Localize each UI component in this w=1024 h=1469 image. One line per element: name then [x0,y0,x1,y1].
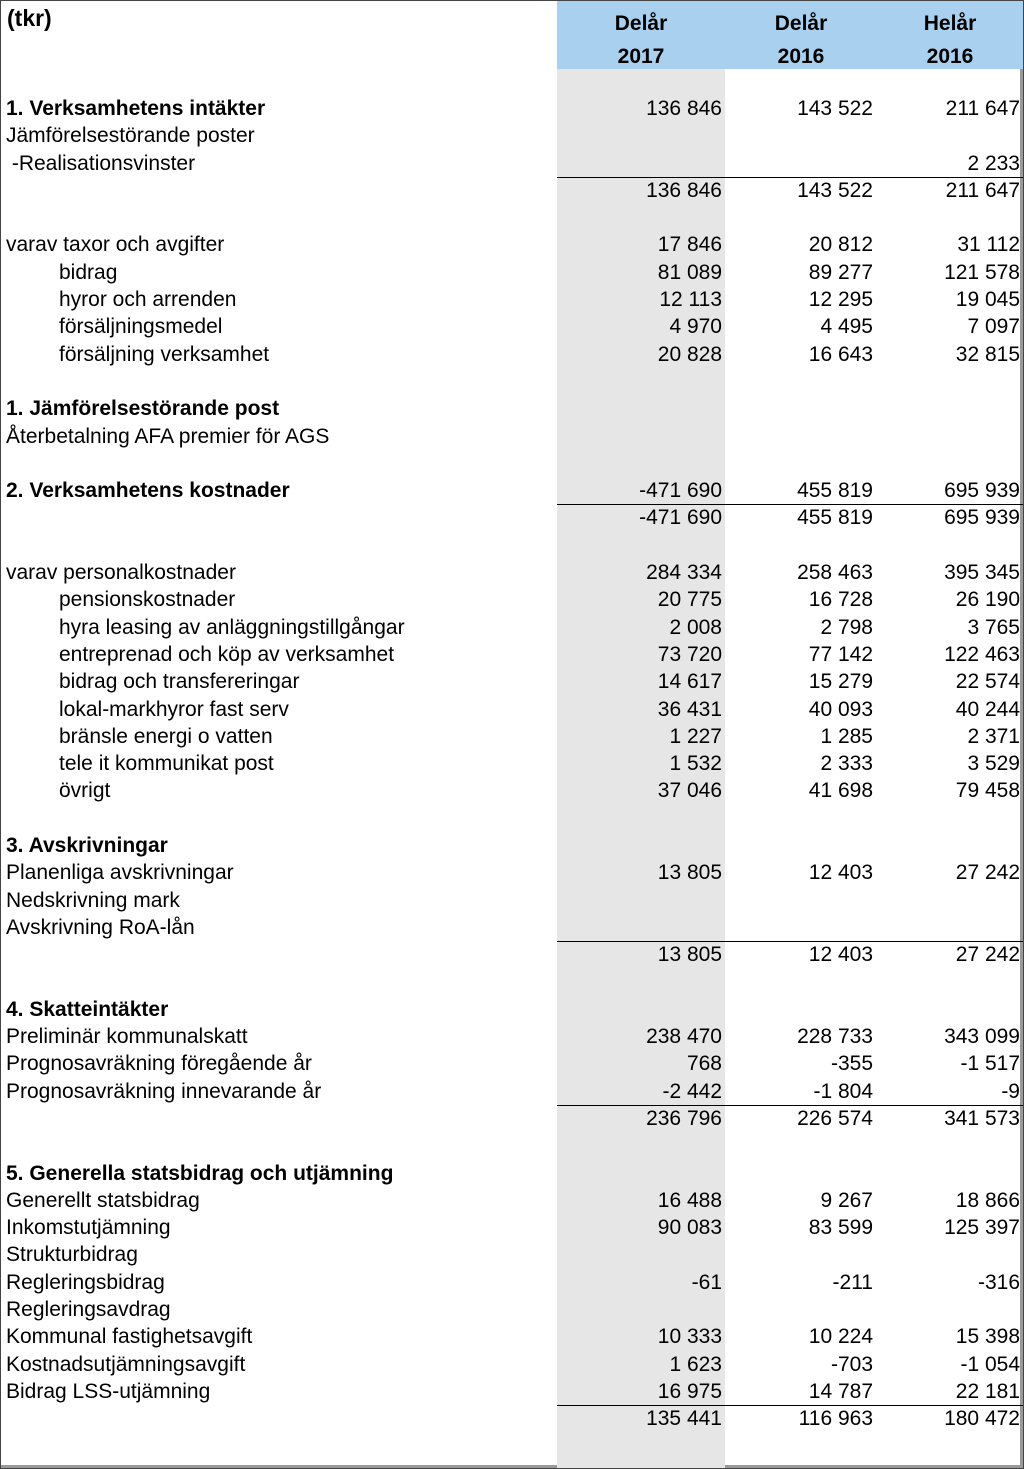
cell-value: 4 970 [669,315,722,339]
subtotal-row [1,941,1023,968]
row-label: försäljningsmedel [59,315,223,339]
table-row [1,1132,1023,1159]
row-label: hyror och arrenden [59,288,237,312]
row-label: Inkomstutjämning [6,1216,171,1240]
row-label: entreprenad och köp av verksamhet [59,642,395,666]
table-row [1,750,1023,777]
cell-value: 79 458 [955,779,1020,803]
cell-value: 17 846 [657,233,722,257]
column-header-line1: Delår [614,12,668,35]
cell-value: 27 242 [955,943,1020,967]
cell-value: 136 846 [646,178,722,202]
table-row [1,150,1023,177]
table-row [1,832,1023,859]
column-header-line2: 2016 [926,45,974,68]
cell-value: 1 227 [669,724,722,748]
table-row [1,586,1023,613]
row-label: Strukturbidrag [6,1243,138,1267]
cell-value: 40 244 [955,697,1020,721]
cell-value: 36 431 [657,697,722,721]
cell-value: 37 046 [657,779,722,803]
column-header-line1: Delår [774,12,828,35]
cell-value: 41 698 [808,779,873,803]
cell-value: 83 599 [808,1216,873,1240]
cell-value: 40 093 [808,697,873,721]
cell-value: 135 441 [646,1407,722,1431]
table-row [1,259,1023,286]
cell-value: 122 463 [944,642,1020,666]
cell-value: 455 819 [797,479,873,503]
table-row [1,996,1023,1023]
cell-value: 136 846 [646,97,722,120]
row-label: försäljning verksamhet [59,342,270,366]
cell-value: 15 398 [955,1325,1020,1349]
cell-value: 1 532 [669,752,722,776]
cell-value: 211 647 [945,97,1020,120]
table-row [1,614,1023,641]
cell-value: 1 623 [669,1352,722,1376]
table-row [1,1187,1023,1214]
table-row [1,450,1023,477]
cell-value: 2 233 [967,151,1020,175]
table-row [1,805,1023,832]
row-label: Generellt statsbidrag [6,1188,200,1212]
cell-value: 10 224 [808,1325,873,1349]
cell-value: -1 804 [813,1079,873,1103]
subtotal-row [1,504,1023,531]
row-label: lokal-markhyror fast serv [59,697,289,721]
row-label: -Realisationsvinster [6,151,196,175]
cell-value: 258 463 [797,561,873,585]
row-label: Planenliga avskrivningar [6,861,234,885]
unit-label: (tkr) [7,5,52,31]
cell-value: 143 522 [797,97,873,120]
table-row [1,477,1023,504]
section-heading: 3. Avskrivningar [6,834,168,858]
table-row [1,1378,1023,1405]
table-row [1,1323,1023,1350]
cell-value: 4 495 [820,315,873,339]
table-row [1,204,1023,231]
table-row [1,122,1023,149]
table-row [1,668,1023,695]
row-label: bidrag [59,260,118,284]
cell-value: 3 765 [967,615,1020,639]
row-label: bidrag och transfereringar [59,670,300,694]
cell-value: 22 181 [955,1379,1020,1403]
table-row [1,95,1023,122]
table-row [1,341,1023,368]
cell-value: 143 522 [797,178,873,202]
cell-value: -9 [1001,1079,1020,1103]
cell-value: 12 113 [659,288,722,312]
cell-value: 284 334 [646,561,722,585]
subtotal-row [1,177,1023,204]
section-heading: 4. Skatteintäkter [6,997,169,1021]
cell-value: 226 574 [797,1106,873,1130]
cell-value: 341 573 [944,1106,1020,1130]
cell-value: 15 279 [808,670,873,694]
cell-value: 2 333 [820,752,873,776]
row-label: bränsle energi o vatten [59,724,273,748]
cell-value: 81 089 [657,260,722,284]
table-row [1,1296,1023,1323]
row-label: övrigt [59,779,111,803]
table-row [1,286,1023,313]
column-header-line2: 2016 [777,45,825,68]
cell-value: 2 798 [820,615,873,639]
row-label: Regleringsavdrag [6,1298,171,1322]
column-header-helar-2016 [877,7,1023,73]
cell-value: -355 [830,1052,873,1076]
cell-value: 180 472 [944,1407,1020,1431]
cell-value: 116 963 [798,1407,873,1431]
table-row [1,231,1023,258]
cell-value: 10 333 [657,1325,722,1349]
cell-value: -1 054 [960,1352,1020,1376]
cell-value: 12 403 [808,943,873,967]
table-row [1,395,1023,422]
table-row [1,914,1023,941]
cell-value: 32 815 [955,342,1020,366]
row-label: Nedskrivning mark [6,888,180,912]
cell-value: 31 112 [957,233,1020,257]
cell-value: 14 787 [808,1379,873,1403]
cell-value: 73 720 [657,642,722,666]
row-label: Bidrag LSS-utjämning [6,1379,211,1403]
cell-value: 695 939 [944,479,1020,503]
section-heading: 2. Verksamhetens kostnader [6,479,290,503]
row-label: Kostnadsutjämningsavgift [6,1352,246,1376]
row-label: hyra leasing av anläggningstillgångar [59,615,405,639]
row-label: Avskrivning RoA-lån [6,915,195,939]
cell-value: 20 775 [657,588,722,612]
cell-value: 236 796 [646,1106,722,1130]
table-body [1,95,1023,1433]
cell-value: -703 [830,1352,873,1376]
cell-value: -2 442 [662,1079,722,1103]
table-row [1,1214,1023,1241]
row-label: Preliminär kommunalskatt [6,1025,248,1049]
table-row [1,1050,1023,1077]
cell-value: 13 805 [657,861,722,885]
cell-value: 89 277 [808,260,873,284]
cell-value: 695 939 [944,506,1020,530]
table-row [1,1160,1023,1187]
section-heading: 1. Jämförelsestörande post [6,397,280,421]
table-row [1,532,1023,559]
cell-value: 16 643 [808,342,873,366]
cell-value: 26 190 [955,588,1020,612]
table-row [1,696,1023,723]
table-row [1,1351,1023,1378]
cell-value: 768 [686,1052,722,1076]
cell-value: 20 812 [808,233,873,257]
cell-value: 238 470 [646,1025,722,1049]
row-label: Prognosavräkning innevarande år [6,1079,322,1103]
cell-value: 16 728 [808,588,873,612]
cell-value: 1 285 [820,724,873,748]
row-label: Jämförelsestörande poster [6,124,255,148]
cell-value: 228 733 [797,1025,873,1049]
table-row [1,368,1023,395]
row-label: varav taxor och avgifter [6,233,225,257]
row-label: Återbetalning AFA premier för AGS [6,424,330,448]
cell-value: 90 083 [657,1216,722,1240]
row-label: varav personalkostnader [6,561,236,585]
cell-value: 16 975 [657,1379,722,1403]
cell-value: 27 242 [955,861,1020,885]
row-label: Kommunal fastighetsavgift [6,1325,253,1349]
column-header-delar-2017 [557,7,725,73]
table-row [1,969,1023,996]
subtotal-row [1,1405,1023,1432]
column-header-line1: Helår [923,12,977,35]
cell-value: 13 805 [657,943,722,967]
table-row [1,1078,1023,1105]
cell-value: 20 828 [657,342,722,366]
cell-value: 18 866 [955,1188,1020,1212]
cell-value: -61 [691,1270,722,1294]
cell-value: -211 [832,1270,873,1294]
cell-value: 343 099 [944,1025,1020,1049]
cell-value: 3 529 [967,752,1020,776]
row-label: pensionskostnader [59,588,236,612]
subtotal-row [1,1105,1023,1132]
table-row [1,313,1023,340]
column-header-line2: 2017 [617,45,665,68]
cell-value: 121 578 [944,260,1020,284]
cell-value: 395 345 [944,561,1020,585]
cell-value: -471 690 [639,479,722,503]
cell-value: 14 617 [657,670,722,694]
table-row [1,859,1023,886]
row-label: tele it kommunikat post [59,752,274,776]
cell-value: 2 371 [967,724,1020,748]
cell-value: 9 267 [820,1188,873,1212]
cell-value: -471 690 [639,506,722,530]
cell-value: 16 488 [657,1188,722,1212]
row-label: Regleringsbidrag [6,1270,165,1294]
cell-value: 19 045 [955,288,1020,312]
table-row [1,1241,1023,1268]
cell-value: 2 008 [669,615,722,639]
table-row [1,723,1023,750]
table-row [1,559,1023,586]
cell-value: -316 [977,1270,1020,1294]
table-row [1,777,1023,804]
table-row [1,423,1023,450]
table-row [1,1023,1023,1050]
cell-value: 455 819 [797,506,873,530]
cell-value: 12 295 [808,288,873,312]
table-row [1,887,1023,914]
cell-value: -1 517 [960,1052,1020,1076]
row-label: Prognosavräkning föregående år [6,1052,312,1076]
table-row [1,641,1023,668]
cell-value: 125 397 [944,1216,1020,1240]
cell-value: 7 097 [967,315,1020,339]
cell-value: 77 142 [808,642,873,666]
column-header-delar-2016 [725,7,877,73]
section-heading: 1. Verksamhetens intäkter [6,97,266,120]
cell-value: 211 647 [945,178,1020,202]
table-row [1,1269,1023,1296]
cell-value: 12 403 [808,861,873,885]
cell-value: 22 574 [955,670,1020,694]
section-heading: 5. Generella statsbidrag och utjämning [6,1161,394,1185]
